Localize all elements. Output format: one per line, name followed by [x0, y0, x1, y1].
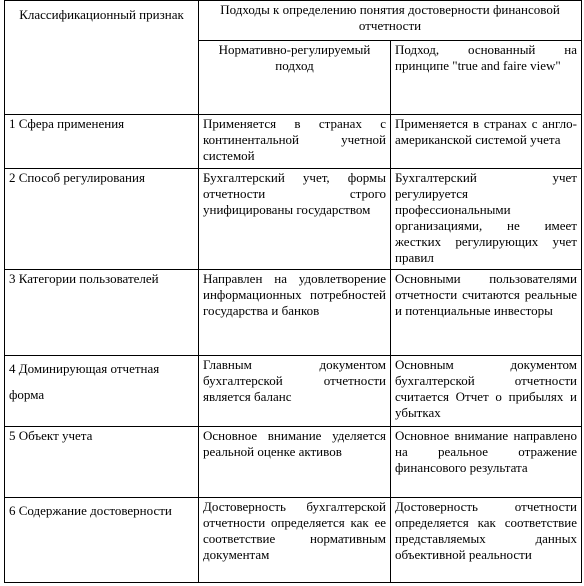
- feature-cell: 3 Категории пользователей: [5, 270, 199, 356]
- table-row: [5, 115, 582, 169]
- true-fair-cell: Достоверность отчетности определяется как соответствие представляемых данных объективной реальности: [391, 498, 582, 583]
- normative-cell: Бухгалтерский учет, формы отчетности строго унифицированы государством: [199, 169, 391, 270]
- approaches-group-header: Подходы к определению понятия достоверности финансовой отчетности: [199, 1, 582, 41]
- header-row-top: [5, 1, 582, 41]
- normative-cell: Направлен на удовлетворение информационных потребностей государства и банков: [199, 270, 391, 356]
- table-row: [5, 498, 582, 583]
- true-fair-cell: Основными пользователями отчетности считаются реальные и потенциальные инвесторы: [391, 270, 582, 356]
- table-row: [5, 427, 582, 498]
- true-fair-cell: Основным документом бухгалтерской отчетности считается Отчет о прибылях и убытках: [391, 356, 582, 427]
- true-fair-approach-header: Подход, основанный на принципе "true and faire view": [391, 41, 582, 115]
- true-fair-cell: Бухгалтерский учет регулируется профессиональными организациями, не имеет жестких регулирующих учет правил: [391, 169, 582, 270]
- feature-cell: 1 Сфера применения: [5, 115, 199, 169]
- feature-cell: 6 Содержание достоверности: [5, 498, 199, 583]
- normative-cell: Применяется в странах с континентальной учетной системой: [199, 115, 391, 169]
- normative-approach-header: Нормативно-регулируемый подход: [199, 41, 391, 115]
- table-row: [5, 356, 582, 427]
- table-row: [5, 169, 582, 270]
- feature-cell: 5 Объект учета: [5, 427, 199, 498]
- classification-header: Классификационный признак: [5, 1, 199, 115]
- normative-cell: Достоверность бухгалтерской отчетности определяется как ее соответствие нормативным документам: [199, 498, 391, 583]
- feature-cell: 4 Доминирующая отчетная форма: [5, 356, 199, 427]
- table-row: [5, 270, 582, 356]
- feature-cell: 2 Способ регулирования: [5, 169, 199, 270]
- true-fair-cell: Применяется в странах с англо-американской системой учета: [391, 115, 582, 169]
- true-fair-cell: Основное внимание направлено на реальное отражение финансового результата: [391, 427, 582, 498]
- normative-cell: Основное внимание уделяется реальной оценке активов: [199, 427, 391, 498]
- normative-cell: Главным документом бухгалтерской отчетности является баланс: [199, 356, 391, 427]
- approaches-comparison-table: [4, 0, 582, 583]
